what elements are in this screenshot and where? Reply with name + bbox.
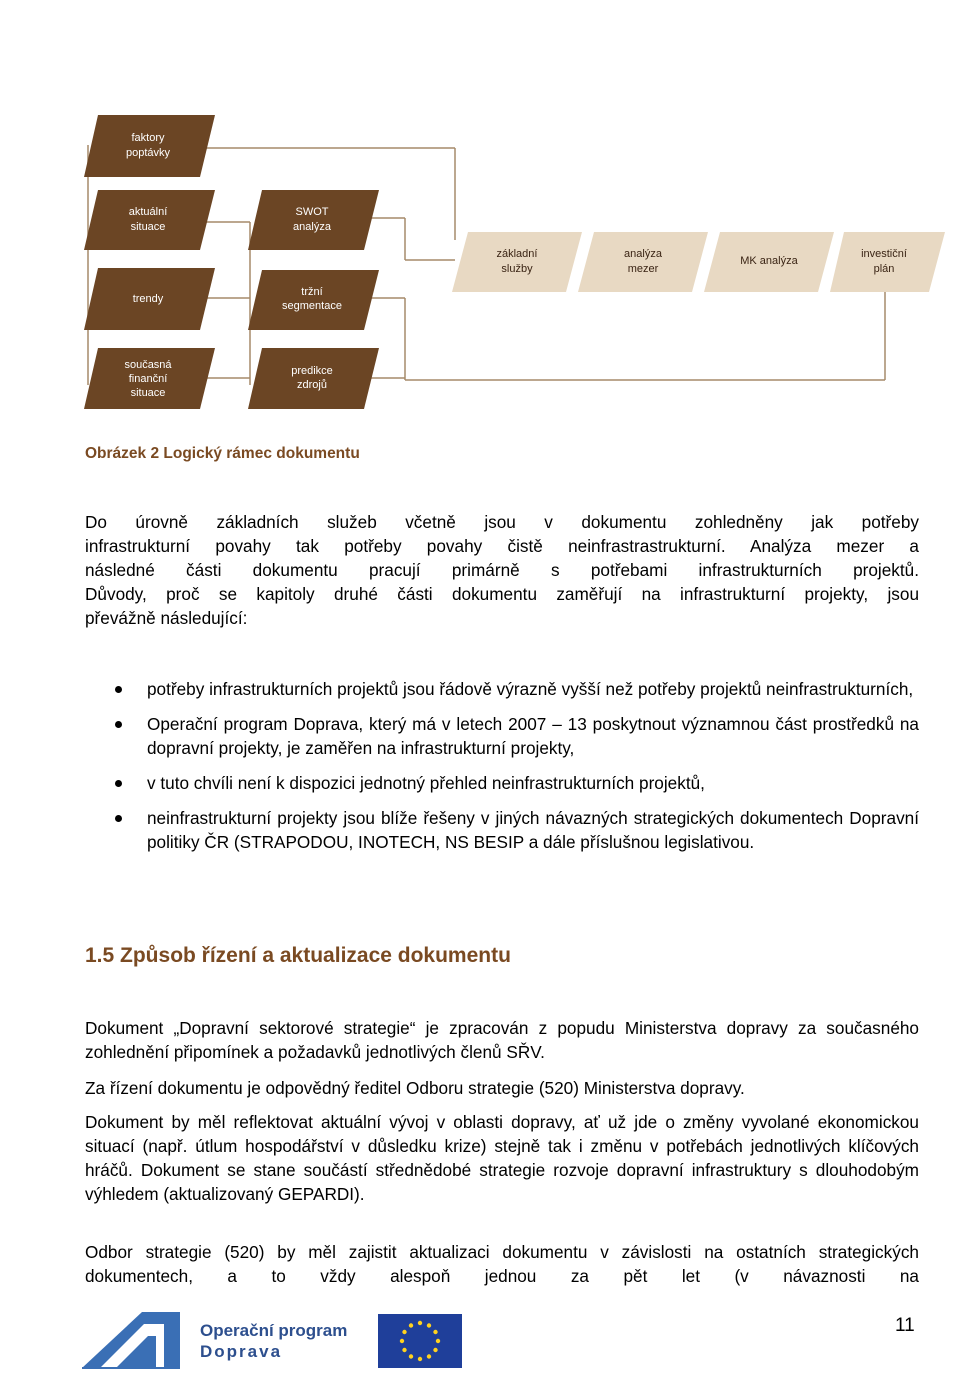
bullet-icon bbox=[115, 815, 122, 822]
box-soucasna-line1: současná bbox=[124, 359, 172, 371]
eu-flag-icon bbox=[378, 1314, 462, 1368]
bullet-icon bbox=[115, 780, 122, 787]
box-swot bbox=[248, 190, 379, 250]
box-faktory-line1: faktory bbox=[131, 132, 165, 144]
box-mezer-line1: analýza bbox=[624, 248, 662, 260]
list-item-text: Operační program Doprava, který má v letech 2007 – 13 poskytnout významnou část prostředků na dopravní projekty, je zaměřen na infrastrukturní projekty, bbox=[147, 714, 919, 758]
box-investicni bbox=[830, 232, 945, 292]
box-aktualni-line2: situace bbox=[130, 221, 166, 233]
box-predikce bbox=[248, 348, 379, 409]
box-soucasna-line3: situace bbox=[130, 387, 166, 399]
paragraph-3: Dokument by měl reflektovat aktuální vývoj v oblasti dopravy, ať už jde o změny vyvolané ekonomickou situací (např. útlum hospodářství v důsledku krize) stejně tak i změnu v potřebách jednotlivých klíčových hráčů. Dokument se stane součástí střednědobé strategie rozvoje dopravní infrastruktury s dlouhodobým výhledem (aktualizovaný GEPARDI). bbox=[85, 1112, 919, 1204]
box-predikce-line1: predikce bbox=[291, 365, 333, 377]
paragraph-4: Odbor strategie (520) by měl zajistit aktualizaci dokumentu v závislosti na ostatních strategických dokumentech, a to vždy alespoň jednou za pět let (v návaznosti na bbox=[85, 1242, 919, 1286]
box-zakladni-line2: služby bbox=[501, 263, 533, 275]
box-mezer bbox=[578, 232, 708, 292]
op-logo-line2: Doprava bbox=[200, 1342, 283, 1361]
box-mk bbox=[704, 232, 834, 292]
box-trzni-line1: tržní bbox=[301, 286, 323, 298]
box-faktory bbox=[84, 115, 215, 177]
intro-line-4: Důvody, proč se kapitoly druhé části dokumentu zaměřují na infrastrukturní projekty, jsou bbox=[85, 584, 919, 604]
box-swot-line1: SWOT bbox=[295, 206, 329, 218]
box-trendy-line1: trendy bbox=[132, 293, 164, 305]
list-item-text: v tuto chvíli není k dispozici jednotný přehled neinfrastrukturních projektů, bbox=[147, 773, 705, 793]
box-investicni-line1: investiční bbox=[861, 248, 907, 260]
list-item bbox=[85, 712, 919, 760]
intro-line-1: Do úrovně základních služeb včetně jsou v dokumentu zohledněny jak potřeby bbox=[85, 512, 919, 532]
box-zakladni-line1: základní bbox=[496, 248, 538, 260]
box-aktualni bbox=[84, 190, 215, 250]
intro-line-5: převážně následující: bbox=[85, 608, 248, 628]
bullet-icon bbox=[115, 721, 122, 728]
box-mezer-line2: mezer bbox=[627, 263, 659, 275]
list-item bbox=[85, 771, 919, 795]
footer-logos bbox=[82, 1310, 472, 1370]
page-number: 11 bbox=[895, 1315, 915, 1336]
box-trzni-line2: segmentace bbox=[282, 300, 342, 312]
reasons-list bbox=[85, 677, 919, 865]
box-zakladni bbox=[452, 232, 582, 292]
box-swot-line2: analýza bbox=[293, 221, 331, 233]
intro-line-2: infrastrukturní povahy tak potřeby povahy čistě neinfrastrastrukturní. Analýza mezer a bbox=[85, 536, 919, 556]
figure-caption: Obrázek 2 Logický rámec dokumentu bbox=[85, 445, 360, 462]
box-soucasna bbox=[84, 348, 215, 409]
box-trendy bbox=[84, 268, 215, 330]
box-investicni-line2: plán bbox=[873, 263, 895, 275]
list-item bbox=[85, 677, 919, 701]
box-soucasna-line2: finanční bbox=[128, 373, 168, 385]
box-predikce-line2: zdrojů bbox=[297, 379, 327, 391]
op-logo-line1: Operační program bbox=[200, 1321, 348, 1340]
logical-framework-diagram bbox=[0, 0, 960, 420]
list-item bbox=[85, 806, 919, 854]
box-faktory-line2: poptávky bbox=[125, 147, 171, 159]
box-mk-line1: MK analýza bbox=[740, 255, 798, 267]
list-item-text: neinfrastrukturní projekty jsou blíže řešeny v jiných návazných strategických dokumentech Dopravní politiky ČR (STRAPODOU, INOTECH, NS BESIP a dále příslušnou legislativou. bbox=[147, 808, 919, 852]
box-trzni bbox=[248, 270, 379, 330]
intro-line-3: následné části dokumentu pracují primárně s potřebami infrastrukturních projektů. bbox=[85, 560, 919, 580]
bullet-icon bbox=[115, 686, 122, 693]
op-doprava-logo-icon bbox=[82, 1312, 180, 1368]
section-heading: 1.5 Způsob řízení a aktualizace dokumentu bbox=[85, 944, 511, 967]
box-aktualni-line1: aktuální bbox=[128, 206, 168, 218]
list-item-text: potřeby infrastrukturních projektů jsou řádově výrazně vyšší než potřeby projektů neinfrastrukturních, bbox=[147, 679, 914, 699]
paragraph-2: Za řízení dokumentu je odpovědný ředitel Odboru strategie (520) Ministerstva dopravy. bbox=[85, 1078, 745, 1098]
paragraph-1: Dokument „Dopravní sektorové strategie“ je zpracován z popudu Ministerstva dopravy za současného zohlednění připomínek a požadavků jednotlivých členů SŘV. bbox=[85, 1018, 919, 1062]
